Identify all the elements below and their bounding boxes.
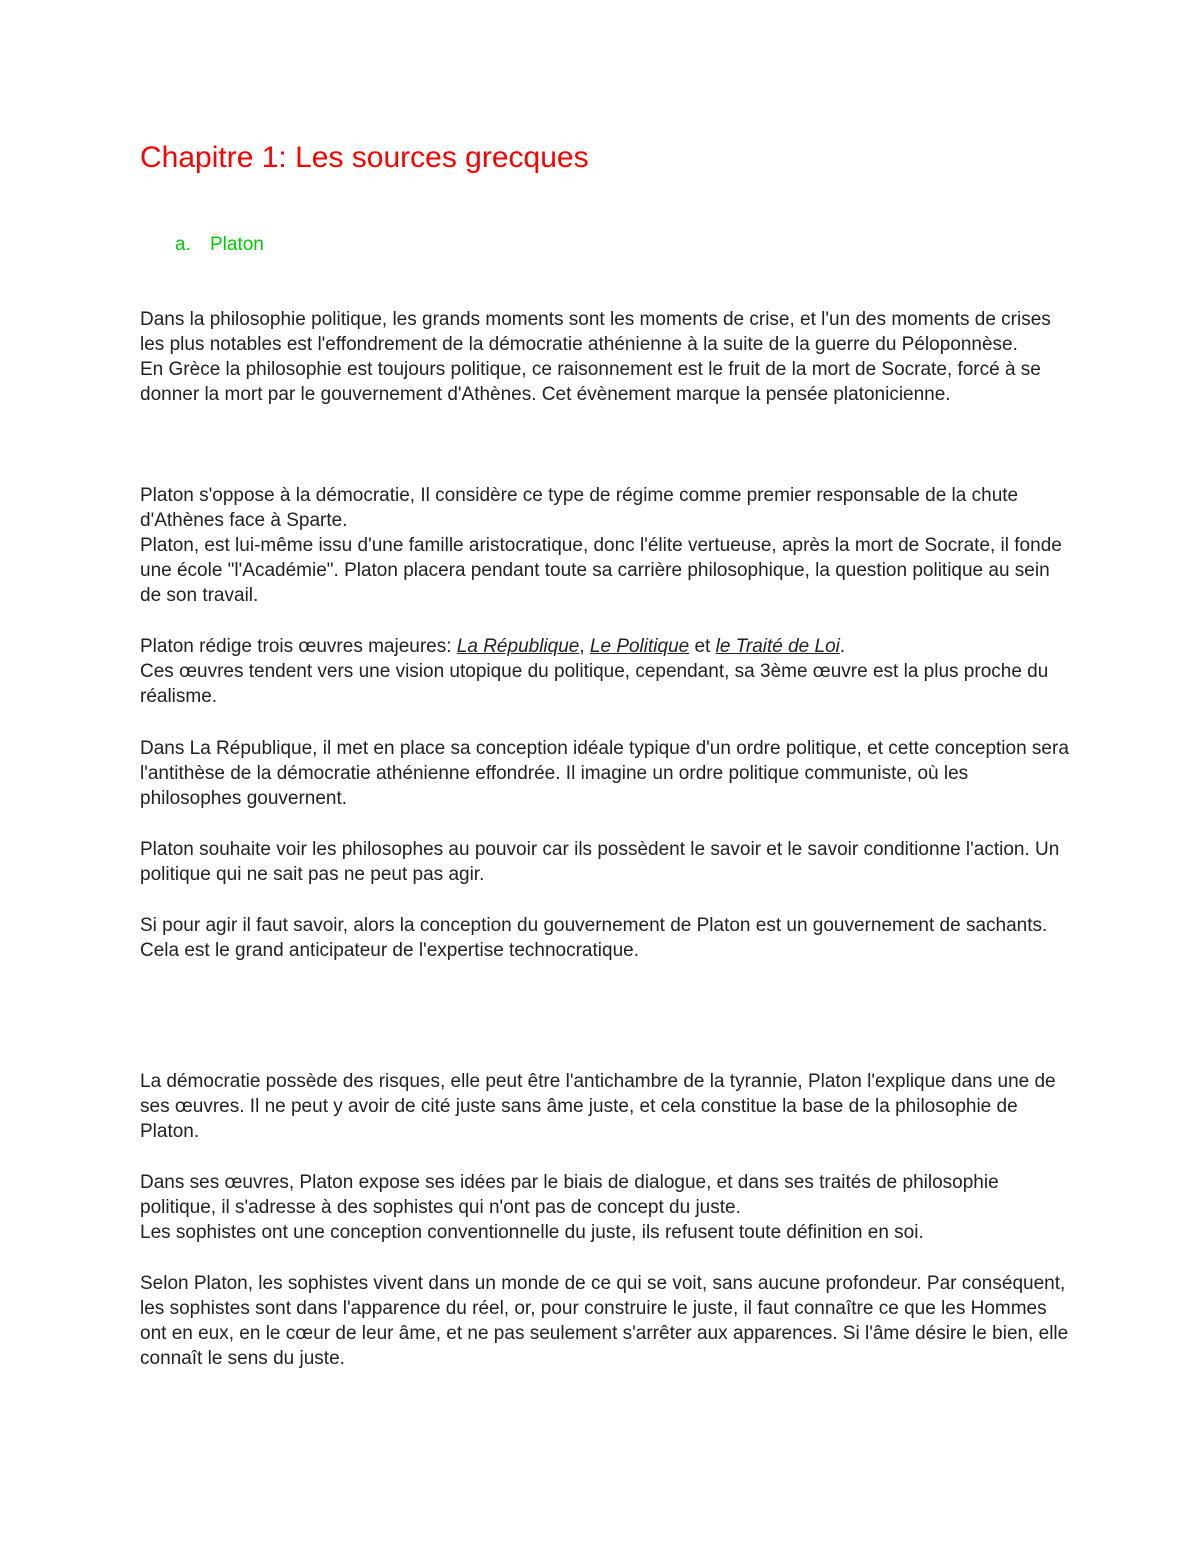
paragraph-line: Platon souhaite voir les philosophes au pouvoir car ils possèdent le savoir et le savoir conditionne l'action. Un politique qui ne sait pas ne peut pas agir. xyxy=(140,839,1060,885)
paragraph-democracy-risks xyxy=(140,1069,1070,1144)
paragraph-technocracy xyxy=(140,913,1070,963)
paragraph-line: Dans ses œuvres, Platon expose ses idées par le biais de dialogue, et dans ses traités de philosophie politique, il s'adresse à des sophistes qui n'ont pas de concept du juste. xyxy=(140,1172,999,1218)
paragraph-line: Platon s'oppose à la démocratie, Il considère ce type de régime comme premier responsable de la chute d'Athènes face à Sparte. xyxy=(140,485,1019,531)
paragraph-crisis xyxy=(140,307,1070,407)
works-end: . xyxy=(839,636,846,657)
paragraph-line: En Grèce la philosophie est toujours politique, ce raisonnement est le fruit de la mort de Socrate, forcé à se donner la mort par le gouvernement d'Athènes. Cet évènement marque la pensée platonicienne. xyxy=(140,359,1041,405)
paragraph-line: Si pour agir il faut savoir, alors la conception du gouvernement de Platon est un gouvernement de sachants. Cela est le grand anticipateur de l'expertise technocratique. xyxy=(140,915,1048,961)
paragraph-line: La démocratie possède des risques, elle peut être l'antichambre de la tyrannie, Platon l'explique dans une de ses œuvres. Il ne peut y avoir de cité juste sans âme juste, et cela constitue la base de la philosophie de Platon. xyxy=(140,1071,1056,1142)
paragraph-line: Ces œuvres tendent vers une vision utopique du politique, cependant, sa 3ème œuvre est la plus proche du réalisme. xyxy=(140,661,1049,707)
works-separator: , xyxy=(579,636,590,657)
paragraph-line: Platon, est lui-même issu d'une famille aristocratique, donc l'élite vertueuse, après la mort de Socrate, il fonde une école "l'Académie". Platon placera pendant toute sa carrière philosophique, la question politique au sein de son travail. xyxy=(140,535,1062,606)
works-separator: et xyxy=(689,636,716,657)
chapter-title: Chapitre 1: Les sources grecques xyxy=(140,141,589,174)
section-heading-platon xyxy=(175,232,264,258)
paragraph-line: Les sophistes ont une conception conventionnelle du juste, ils refusent toute définition en soi. xyxy=(140,1222,924,1243)
paragraph-line: Dans La République, il met en place sa conception idéale typique d'un ordre politique, et cette conception sera l'antithèse de la démocratie athénienne effondrée. Il imagine un ordre politique communiste, où les philosophes gouvernent. xyxy=(140,738,1069,809)
paragraph-line: Selon Platon, les sophistes vivent dans un monde de ce qui se voit, sans aucune profondeur. Par conséquent, les sophistes sont dans l'apparence du réel, or, pour construire le juste, il faut connaître ce que les Hommes ont en eux, en le cœur de leur âme, et ne pas seulement s'arrêter aux apparences. Si l'âme désire le bien, elle connaît le sens du juste. xyxy=(140,1273,1069,1369)
paragraph-philosophers-power xyxy=(140,837,1070,887)
paragraph-sophists-appearance xyxy=(140,1271,1070,1371)
section-heading-label: Platon xyxy=(210,234,264,255)
works-intro: Platon rédige trois œuvres majeures: xyxy=(140,636,457,657)
work-title-traite-de-loi: le Traité de Loi xyxy=(715,636,840,657)
work-title-la-republique: La République xyxy=(456,636,580,657)
paragraph-major-works xyxy=(140,634,1070,709)
paragraph-la-republique xyxy=(140,736,1070,811)
paragraph-line: Dans la philosophie politique, les grands moments sont les moments de crise, et l'un des moments de crises les plus notables est l'effondrement de la démocratie athénienne à la suite de la guerre du Péloponnèse. xyxy=(140,309,1051,355)
section-list-marker: a. xyxy=(175,234,191,255)
work-title-le-politique: Le Politique xyxy=(589,636,690,657)
paragraph-opposition-democracy xyxy=(140,483,1070,608)
paragraph-sophists-dialogue xyxy=(140,1170,1070,1245)
